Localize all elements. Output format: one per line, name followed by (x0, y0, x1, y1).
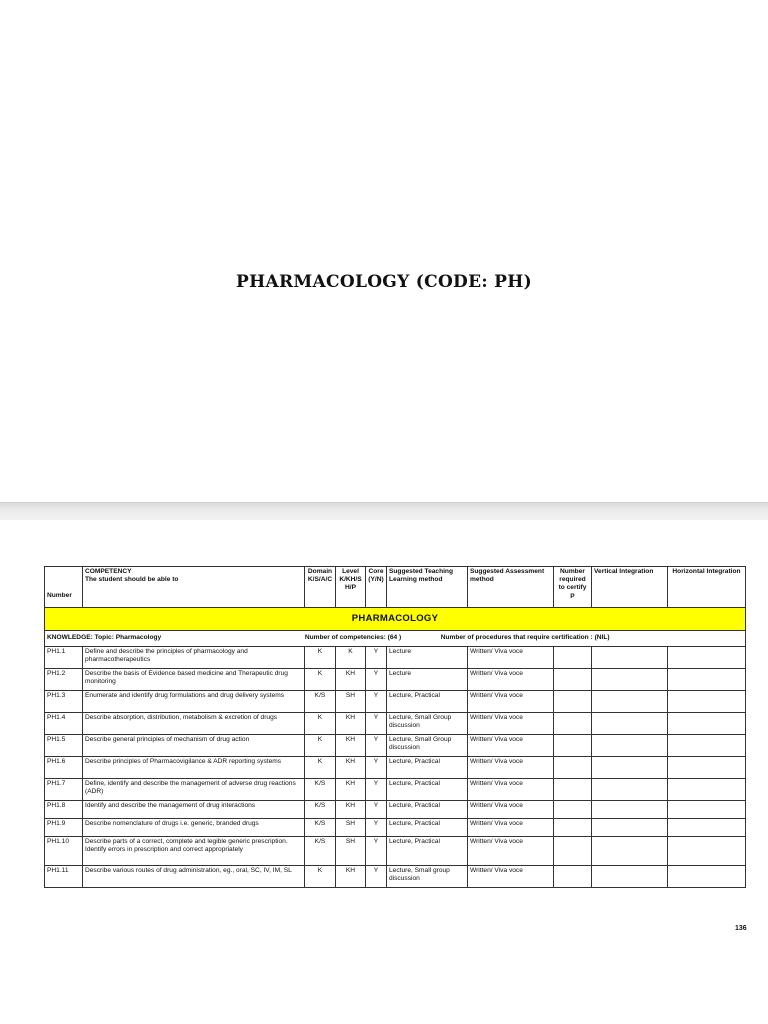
table-row (45, 713, 746, 735)
procedures-count: Number of procedures that require certification : (NIL) (440, 634, 610, 642)
competency-teaching: Lecture, Practical (387, 819, 468, 837)
competency-description: Describe principles of Pharmacovigilance & ADR reporting systems (83, 757, 305, 779)
header-domain: Domain K/S/A/C (305, 567, 336, 608)
competency-vertical (592, 801, 668, 819)
competency-description: Describe various routes of drug administration, eg., oral, SC, IV, IM, SL (83, 866, 305, 888)
competency-level: KH (336, 779, 366, 801)
competency-horizontal (668, 866, 746, 888)
table-row (45, 735, 746, 757)
competency-teaching: Lecture, Practical (387, 801, 468, 819)
page-number: 136 (735, 925, 747, 932)
competency-vertical (592, 837, 668, 866)
competency-number: PH1.8 (45, 801, 83, 819)
competency-vertical (592, 713, 668, 735)
competency-core: Y (366, 669, 387, 691)
competency-number-required (554, 866, 592, 888)
competency-teaching: Lecture, Small Group discussion (387, 713, 468, 735)
competency-number-required (554, 819, 592, 837)
competency-number-required (554, 779, 592, 801)
competency-assessment: Written/ Viva voce (468, 669, 554, 691)
competency-horizontal (668, 837, 746, 866)
competency-number: PH1.6 (45, 757, 83, 779)
page-title: PHARMACOLOGY (CODE: PH) (236, 272, 532, 292)
competency-core: Y (366, 801, 387, 819)
competency-core: Y (366, 691, 387, 713)
competency-assessment: Written/ Viva voce (468, 647, 554, 669)
competency-level: KH (336, 801, 366, 819)
competency-description: Describe parts of a correct, complete and legible generic prescription. Identify errors in prescription and correct appropriately (83, 837, 305, 866)
competency-level: KH (336, 757, 366, 779)
competency-vertical (592, 866, 668, 888)
knowledge-row (45, 631, 746, 647)
competency-assessment: Written/ Viva voce (468, 837, 554, 866)
competency-number: PH1.1 (45, 647, 83, 669)
competency-core: Y (366, 647, 387, 669)
competency-domain: K (305, 866, 336, 888)
header-competency (83, 567, 305, 608)
competency-assessment: Written/ Viva voce (468, 779, 554, 801)
competency-horizontal (668, 757, 746, 779)
table-page (0, 520, 768, 1024)
competency-teaching: Lecture, Practical (387, 691, 468, 713)
competency-description: Define and describe the principles of pharmacology and pharmacotherapeutics (83, 647, 305, 669)
competency-level: SH (336, 837, 366, 866)
competency-number: PH1.7 (45, 779, 83, 801)
competency-level: SH (336, 691, 366, 713)
competency-number: PH1.5 (45, 735, 83, 757)
competency-number: PH1.2 (45, 669, 83, 691)
competency-level: K (336, 647, 366, 669)
competency-domain: K (305, 647, 336, 669)
competency-core: Y (366, 779, 387, 801)
competency-vertical (592, 819, 668, 837)
title-page (0, 0, 768, 502)
competency-domain: K/S (305, 691, 336, 713)
competency-number-required (554, 669, 592, 691)
table-row (45, 691, 746, 713)
competency-level: KH (336, 735, 366, 757)
header-teaching: Suggested Teaching Learning method (387, 567, 468, 608)
table-row (45, 819, 746, 837)
competency-teaching: Lecture, Practical (387, 779, 468, 801)
competency-number: PH1.9 (45, 819, 83, 837)
competency-domain: K/S (305, 779, 336, 801)
competency-number-required (554, 801, 592, 819)
competency-level: KH (336, 866, 366, 888)
competency-vertical (592, 691, 668, 713)
competency-assessment: Written/ Viva voce (468, 691, 554, 713)
competency-description: Describe the basis of Evidence based medicine and Therapeutic drug monitoring (83, 669, 305, 691)
competency-horizontal (668, 691, 746, 713)
competency-assessment: Written/ Viva voce (468, 801, 554, 819)
competency-vertical (592, 757, 668, 779)
competency-level: KH (336, 713, 366, 735)
competency-domain: K (305, 669, 336, 691)
section-banner: PHARMACOLOGY (45, 608, 746, 631)
header-level: Level K/KH/S H/P (336, 567, 366, 608)
competency-level: KH (336, 669, 366, 691)
competency-assessment: Written/ Viva voce (468, 866, 554, 888)
competency-number-required (554, 647, 592, 669)
competency-number-required (554, 713, 592, 735)
competency-domain: K (305, 713, 336, 735)
competency-horizontal (668, 801, 746, 819)
competency-vertical (592, 669, 668, 691)
competency-core: Y (366, 735, 387, 757)
competency-domain: K/S (305, 837, 336, 866)
competency-number-required (554, 757, 592, 779)
header-competency-subtitle: The student should be able to (85, 576, 179, 584)
competency-assessment: Written/ Viva voce (468, 713, 554, 735)
competency-number-required (554, 837, 592, 866)
competency-core: Y (366, 866, 387, 888)
competency-number: PH1.10 (45, 837, 83, 866)
header-number-required: Number required to certify P (554, 567, 592, 608)
competency-number-required (554, 735, 592, 757)
competency-domain: K (305, 757, 336, 779)
competency-teaching: Lecture, Small Group discussion (387, 735, 468, 757)
header-vertical: Vertical Integration (592, 567, 668, 608)
competency-teaching: Lecture (387, 647, 468, 669)
competency-table (44, 566, 746, 888)
competency-assessment: Written/ Viva voce (468, 757, 554, 779)
competency-teaching: Lecture (387, 669, 468, 691)
section-banner-row (45, 608, 746, 631)
competencies-count: Number of competencies: (64 ) (304, 634, 402, 642)
competency-horizontal (668, 669, 746, 691)
competency-horizontal (668, 735, 746, 757)
table-row (45, 866, 746, 888)
competency-rows (45, 647, 746, 888)
competency-core: Y (366, 757, 387, 779)
competency-teaching: Lecture, Small group discussion (387, 866, 468, 888)
competency-vertical (592, 647, 668, 669)
table-row (45, 757, 746, 779)
competency-description: Describe nomenclature of drugs i.e. generic, branded drugs (83, 819, 305, 837)
table-row (45, 669, 746, 691)
competency-vertical (592, 779, 668, 801)
competency-number: PH1.3 (45, 691, 83, 713)
competency-horizontal (668, 819, 746, 837)
competency-description: Identify and describe the management of drug interactions (83, 801, 305, 819)
competency-level: SH (336, 819, 366, 837)
table-row (45, 837, 746, 866)
header-number: Number (45, 567, 83, 608)
header-horizontal: Horizontal Integration (668, 567, 746, 608)
competency-number: PH1.4 (45, 713, 83, 735)
table-row (45, 779, 746, 801)
header-assessment: Suggested Assessment method (468, 567, 554, 608)
competency-description: Describe general principles of mechanism of drug action (83, 735, 305, 757)
competency-horizontal (668, 713, 746, 735)
header-core: Core (Y/N) (366, 567, 387, 608)
competency-core: Y (366, 837, 387, 866)
header-competency-title: COMPETENCY (85, 568, 132, 575)
competency-domain: K (305, 735, 336, 757)
competency-assessment: Written/ Viva voce (468, 819, 554, 837)
competency-core: Y (366, 713, 387, 735)
competency-horizontal (668, 647, 746, 669)
competency-teaching: Lecture, Practical (387, 757, 468, 779)
knowledge-topic: KNOWLEDGE: Topic: Pharmacology (47, 634, 162, 642)
competency-core: Y (366, 819, 387, 837)
competency-description: Describe absorption, distribution, metabolism & excretion of drugs (83, 713, 305, 735)
competency-number: PH1.11 (45, 866, 83, 888)
competency-vertical (592, 735, 668, 757)
competency-teaching: Lecture, Practical (387, 837, 468, 866)
table-row (45, 801, 746, 819)
table-header-row (45, 567, 746, 608)
competency-description: Define, identify and describe the management of adverse drug reactions (ADR) (83, 779, 305, 801)
page-separator (0, 502, 768, 522)
competency-assessment: Written/ Viva voce (468, 735, 554, 757)
competency-description: Enumerate and identify drug formulations and drug delivery systems (83, 691, 305, 713)
competency-horizontal (668, 779, 746, 801)
competency-number-required (554, 691, 592, 713)
competency-domain: K/S (305, 819, 336, 837)
table-row (45, 647, 746, 669)
competency-domain: K/S (305, 801, 336, 819)
